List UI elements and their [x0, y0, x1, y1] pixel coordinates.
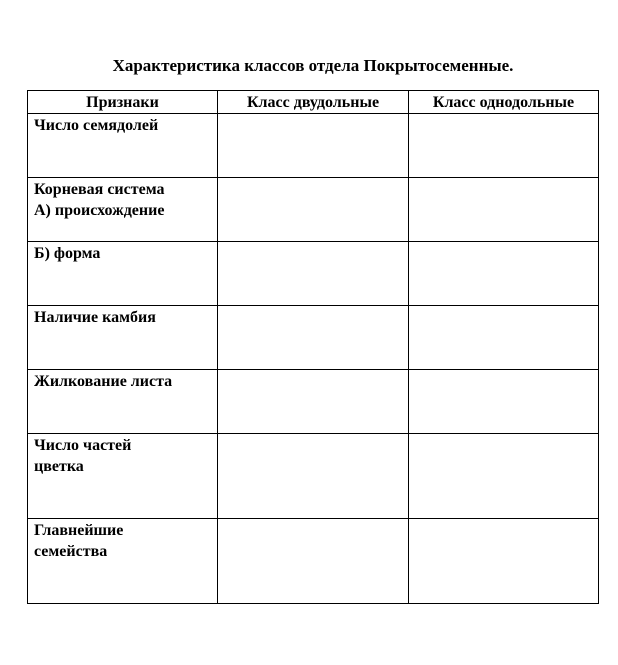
cell-monocots[interactable]	[409, 242, 599, 306]
header-monocots: Класс однодольные	[409, 91, 599, 114]
row-label-families: Главнейшие семейства	[28, 519, 218, 604]
cell-dicots[interactable]	[218, 178, 409, 242]
table-row	[28, 114, 599, 178]
cell-dicots[interactable]	[218, 306, 409, 370]
table-row	[28, 519, 599, 604]
cell-monocots[interactable]	[409, 434, 599, 519]
cell-monocots[interactable]	[409, 306, 599, 370]
table-row	[28, 306, 599, 370]
row-label-root-origin: Корневая система А) происхождение	[28, 178, 218, 242]
cell-dicots[interactable]	[218, 114, 409, 178]
table-row	[28, 242, 599, 306]
row-label-cotyledons: Число семядолей	[28, 114, 218, 178]
row-label-cambium: Наличие камбия	[28, 306, 218, 370]
table-row	[28, 178, 599, 242]
cell-dicots[interactable]	[218, 519, 409, 604]
row-label-root-form: Б) форма	[28, 242, 218, 306]
table-header-row	[28, 91, 599, 114]
document-title: Характеристика классов отдела Покрытосеменные.	[112, 56, 514, 75]
cell-dicots[interactable]	[218, 242, 409, 306]
cell-monocots[interactable]	[409, 370, 599, 434]
row-label-flower-parts: Число частей цветка	[28, 434, 218, 519]
comparison-table	[27, 90, 599, 604]
cell-monocots[interactable]	[409, 178, 599, 242]
table-row	[28, 370, 599, 434]
table-row	[28, 434, 599, 519]
cell-monocots[interactable]	[409, 519, 599, 604]
header-dicots: Класс двудольные	[218, 91, 409, 114]
row-label-venation: Жилкование листа	[28, 370, 218, 434]
cell-monocots[interactable]	[409, 114, 599, 178]
cell-dicots[interactable]	[218, 370, 409, 434]
cell-dicots[interactable]	[218, 434, 409, 519]
header-traits: Признаки	[28, 91, 218, 114]
